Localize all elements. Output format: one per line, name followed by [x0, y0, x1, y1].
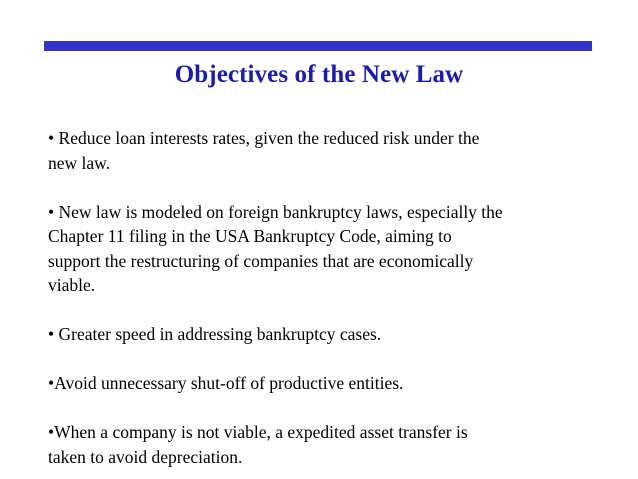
- bullet-marker: •: [48, 201, 59, 222]
- bullet-line: taken to avoid depreciation.: [48, 446, 243, 467]
- bullet-item: [48, 126, 588, 175]
- bullet-item: [48, 371, 588, 396]
- bullet-line: [48, 371, 588, 396]
- bullet-line: Chapter 11 filing in the USA Bankruptcy Code, aiming to: [48, 226, 452, 246]
- bullet-line: [48, 420, 588, 445]
- bullet-list: [48, 126, 588, 469]
- bullet-text: Avoid unnecessary shut-off of productive entities.: [54, 373, 404, 393]
- bullet-text: New law is modeled on foreign bankruptcy laws, especially the: [58, 201, 503, 222]
- slide-title: Objectives of the New Law: [174, 61, 464, 88]
- bullet-text: Greater speed in addressing bankruptcy cases.: [58, 324, 382, 344]
- bullet-item: [48, 322, 588, 347]
- bullet-line: [48, 200, 588, 225]
- bullet-line: [48, 126, 588, 151]
- bullet-marker: •: [48, 373, 55, 393]
- bullet-text: When a company is not viable, a expedited asset transfer is: [54, 422, 468, 442]
- bullet-item: [48, 200, 588, 298]
- bullet-line: support the restructuring of companies that are economically: [48, 250, 474, 271]
- bullet-line: [48, 322, 588, 347]
- bullet-text: Reduce loan interests rates, given the reduced risk under the: [58, 128, 480, 148]
- top-accent-bar: [44, 41, 592, 51]
- bullet-marker: •: [48, 422, 55, 442]
- bullet-item: [48, 420, 588, 469]
- bullet-line: viable.: [48, 275, 96, 295]
- bullet-line: new law.: [48, 152, 111, 173]
- bullet-marker: •: [48, 324, 59, 344]
- bullet-marker: •: [48, 128, 59, 148]
